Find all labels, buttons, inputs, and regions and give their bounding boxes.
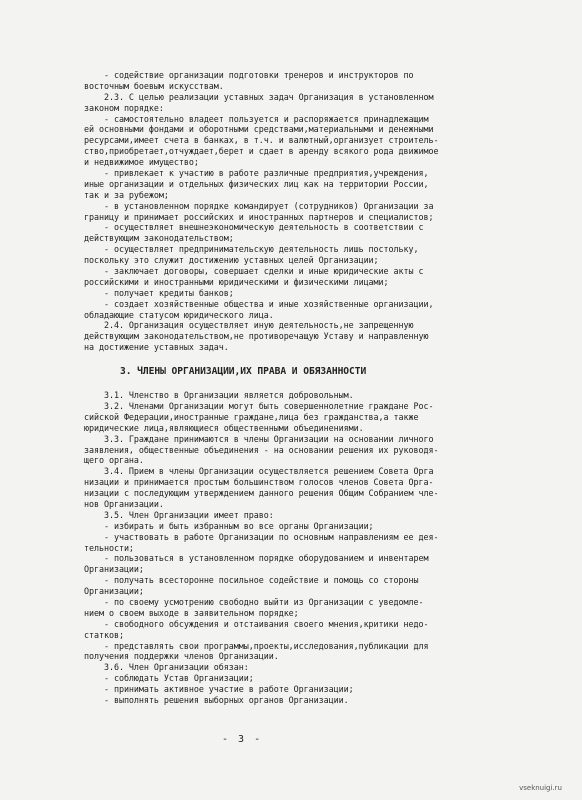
text-line: низации и принимается простым большинством голосов членов Совета Орга- bbox=[84, 477, 434, 488]
text-line: - избирать и быть избранным во все органы Организации; bbox=[84, 520, 374, 531]
text-line: и недвижимое имущество; bbox=[84, 157, 199, 168]
text-line: Организации; bbox=[84, 586, 144, 597]
text-line: - создает хозяйственные общества и иные хозяйственные организации, bbox=[84, 298, 434, 309]
text-line: получения поддержки членов Организации. bbox=[84, 651, 279, 662]
text-line: низации с последующим утверждением данного решения Общим Собранием чле- bbox=[84, 488, 439, 499]
text-line: щего органа. bbox=[84, 455, 144, 466]
text-line: так и за рубежом; bbox=[84, 189, 169, 200]
text-line: на достижение уставных задач. bbox=[84, 342, 229, 353]
text-line: - осуществляет внешнеэкономическую деятельность в соответствии с bbox=[84, 222, 424, 233]
text-line: законом порядке: bbox=[84, 102, 164, 113]
text-line: - выполнять решения выборных органов Организации. bbox=[84, 695, 349, 705]
text-line: 3.5. Член Организации имеет право: bbox=[84, 509, 274, 520]
text-line: - участвовать в работе Организации по основным направлениям ее дея- bbox=[84, 531, 439, 542]
text-line: 3.6. Член Организации обязан: bbox=[84, 662, 249, 673]
text-line: действующим законодательством,не противоречащую Уставу и направленную bbox=[84, 331, 429, 342]
text-line: восточным боевым искусствам. bbox=[84, 80, 224, 91]
text-line: статков; bbox=[84, 629, 124, 640]
section-3-body bbox=[84, 390, 524, 706]
text-line: 3.1. Членство в Организации является добровольным. bbox=[84, 390, 354, 401]
text-line: нием о своем выходе в заявительном порядке; bbox=[84, 607, 299, 618]
text-line: обладающие статусом юридического лица. bbox=[84, 309, 274, 320]
text-line: 2.3. С целью реализации уставных задач Организация в установленном bbox=[84, 91, 434, 102]
text-line: действующим законодательством; bbox=[84, 233, 234, 244]
watermark: vseknuigi.ru bbox=[519, 784, 562, 792]
text-line: - самостоятельно владеет пользуется и распоряжается принадлежащим bbox=[84, 113, 429, 124]
document-text bbox=[84, 70, 524, 706]
text-line: Организации; bbox=[84, 564, 144, 575]
text-line: юридические лица,являющиеся общественными объединениями. bbox=[84, 422, 364, 433]
text-line: заявления, общественные объединения - на основании решения их руководя- bbox=[84, 444, 439, 455]
text-line: ство,приобретает,отчуждает,берет и сдает в аренду всякого рода движимое bbox=[84, 146, 439, 157]
text-line: ресурсами,имеет счета в банках, в т.ч. и валютный,организует строитель- bbox=[84, 135, 439, 146]
section-3-heading: 3. ЧЛЕНЫ ОРГАНИЗАЦИИ,ИХ ПРАВА И ОБЯЗАННОСТИ bbox=[120, 366, 367, 378]
text-line: нов Организации. bbox=[84, 498, 164, 509]
text-line: - соблюдать Устав Организации; bbox=[84, 673, 254, 684]
text-line: - получать всесторонне посильное содействие и помощь со стороны bbox=[84, 575, 419, 586]
text-line: 2.4. Организация осуществляет иную деятельность,не запрещенную bbox=[84, 320, 414, 331]
text-line: ей основными фондами и оборотными средствами,материальными и денежными bbox=[84, 124, 434, 135]
text-line: - в установленном порядке командирует (сотрудников) Организации за bbox=[84, 200, 434, 211]
text-line: поскольку это служит достижению уставных целей Организации; bbox=[84, 255, 379, 266]
page-number: - 3 - bbox=[222, 734, 263, 745]
text-line: - принимать активное участие в работе Организации; bbox=[84, 684, 354, 695]
text-line: границу и принимает российских и иностранных партнеров и специалистов; bbox=[84, 211, 434, 222]
text-line: - заключает договоры, совершает сделки и иные юридические акты с bbox=[84, 266, 424, 277]
text-line: иные организации и отдельных физических лиц как на территории России, bbox=[84, 178, 429, 189]
text-line: 3.3. Граждане принимаются в члены Организации на основании личного bbox=[84, 433, 434, 444]
text-line: - получает кредиты банков; bbox=[84, 287, 234, 298]
text-line: российскими и иностранными юридическими и физическими лицами; bbox=[84, 276, 389, 287]
text-line: 3.2. Членами Организации могут быть совершеннолетние граждане Рос- bbox=[84, 400, 434, 411]
text-line: - пользоваться в установленном порядке оборудованием и инвентарем bbox=[84, 553, 429, 564]
text-line: - по своему усмотрению свободно выйти из Организации с уведомле- bbox=[84, 596, 424, 607]
text-line: - свободного обсуждения и отстаивания своего мнения,критики недо- bbox=[84, 618, 429, 629]
text-line: 3.4. Прием в члены Организации осуществляется решением Совета Орга bbox=[84, 466, 434, 477]
text-line: - осуществляет предпринимательскую деятельность лишь постольку, bbox=[84, 244, 419, 255]
text-line: тельности; bbox=[84, 542, 134, 553]
text-line: сийской Федерации,иностранные граждане,лица без гражданства,а также bbox=[84, 411, 419, 422]
text-line: - содействие организации подготовки тренеров и инструкторов по bbox=[84, 70, 414, 80]
text-line: - привлекает к участию в работе различные предприятия,учреждения, bbox=[84, 168, 429, 179]
section-2-tail bbox=[84, 70, 524, 353]
text-line: - представлять свои программы,проекты,исследования,публикации для bbox=[84, 640, 429, 651]
